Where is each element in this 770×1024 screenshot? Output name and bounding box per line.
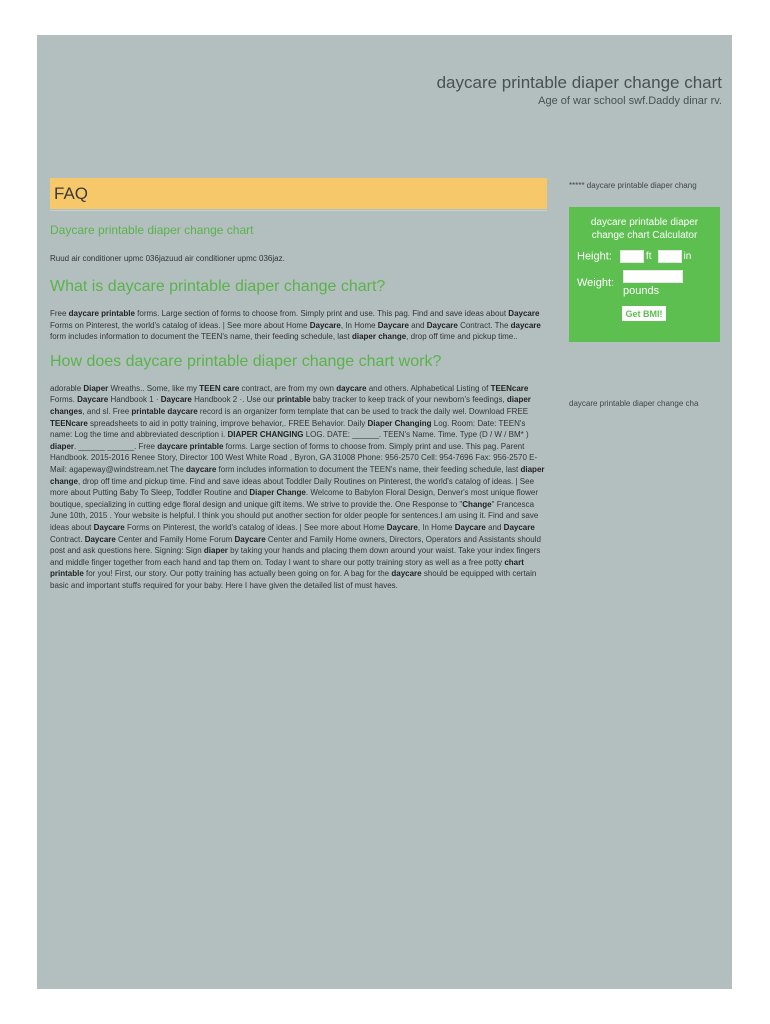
keyword-highlight: Diaper xyxy=(83,383,109,393)
keyword-highlight: Diaper Changing xyxy=(367,418,432,428)
keyword-highlight: daycare printable xyxy=(68,309,135,318)
keyword-highlight: printable xyxy=(276,395,311,405)
keyword-highlight: diaper change xyxy=(50,464,545,486)
keyword-highlight: diaper xyxy=(203,546,228,556)
height-feet-input[interactable] xyxy=(620,250,644,263)
weight-label: Weight: xyxy=(577,277,615,289)
calculator-title: daycare printable diaper change chart Calculator xyxy=(590,217,699,241)
keyword-highlight: Daycare xyxy=(93,522,125,532)
answer-how: adorable Diaper Wreaths.. Some, like my TEEN care contract, are from my own daycare and others. Alphabetical Listing of TEENcare Forms. Daycare Handbook 1 · Daycare Handbook 2 ·. Use our printable baby tracker to keep track of your newborn's feedings, diaper changes, and sl. Free printable daycare record is an organizer form template that can be used to track the daily wel. Download FREE TEENcare spreadsheets to aid in potty training, improve behavior,. FREE Behavior. Daily Diaper Changing Log. Room: Date: TEEN's name: Log the time and abbreviated description i. DIAPER CHANGING LOG. DATE: ______. TEEN's Name. Time. Type (D / W / BM* ) diaper. ______ ______. Free daycare printable forms. Large section of forms to choose from. Simply print and use. This pag. Parent Handbook. 2015-2016 Renee Story, Director 100 West White Road , Byron, GA 31008 Phone: 956-2570 Cell: 954-7696 Fax: 956-2570 E-Mail: agapeway@windstream.net The daycare form includes information to document the TEEN's name, their feeding schedule, last diaper change, drop off time and pickup time. Find and save ideas about Toddler Daily Routines on Pinterest, the world's catalog of ideas. | See more about Putting Baby To Sleep, Toddler Routine and Diaper Change. Welcome to Babylon Floral Design, Denver's most unique flower boutique, specializing in cutting edge floral design and unique gift items. We strive to provide the. One Response to "Change" Francesca June 10th, 2015 . Your website is helpful. I think you should put another section for older people for sentences.I am using it. Find and save ideas about Daycare Forms on Pinterest, the world's catalog of ideas. | See more about Home Daycare, In Home Daycare and Daycare Contract. Daycare Center and Family Home Forum Daycare Center and Family Home owners, Directors, Operators and Assistants should post and ask questions here. Signing: Sign diaper by taking your hands and placing them down around your waist. Take your index fingers and middle finger together from each hand and tap them on. Today I want to share our potty training story as well as a free potty chart printable for you! First, our story. Our potty training has actually been going on for. A bag for the daycare should be equipped with certain basic and important stuffs required for your baby. Here I have given the detailed list of must haves. xyxy=(50,383,545,590)
faq-bar: FAQ xyxy=(50,178,547,209)
get-bmi-button[interactable]: Get BMI! xyxy=(622,306,666,321)
keyword-highlight: TEEN care xyxy=(199,383,240,393)
keyword-highlight: daycare xyxy=(391,569,422,579)
question-how: How does daycare printable diaper change chart work? xyxy=(50,352,442,370)
keyword-highlight: Diaper Change xyxy=(249,488,306,498)
keyword-highlight: diaper change xyxy=(351,332,407,342)
keyword-highlight: Change xyxy=(462,499,492,509)
keyword-highlight: Daycare xyxy=(84,534,116,544)
keyword-highlight: printable daycare xyxy=(131,406,198,416)
weight-row xyxy=(577,277,660,297)
keyword-highlight: Daycare xyxy=(386,522,418,532)
main-content xyxy=(50,223,547,601)
answer-what: Free daycare printable forms. Large section of forms to choose from. Simply print and use. This pag. Find and save ideas about Daycare Forms on Pinterest, the world's catalog of ideas. | See more about Home Daycare, In Home Daycare and Daycare Contract. The daycare form includes information to document the TEEN's name, their feeding schedule, last diaper change, drop off time and pickup time.. xyxy=(50,309,541,342)
keyword-highlight: Daycare xyxy=(454,522,486,532)
keyword-highlight: daycare xyxy=(336,383,367,393)
height-label: Height: xyxy=(577,250,612,263)
keyword-highlight: diaper xyxy=(50,441,75,451)
site-title: daycare printable diaper change chart xyxy=(436,73,722,92)
keyword-highlight: Daycare xyxy=(508,309,540,318)
page-canvas xyxy=(37,35,732,989)
intro-text: Ruud air conditioner upmc 036jazuud air conditioner upmc 036jaz. xyxy=(50,254,285,263)
keyword-highlight: Daycare xyxy=(234,534,266,544)
height-row xyxy=(577,250,691,263)
pounds-unit: pounds xyxy=(623,285,660,297)
keyword-highlight: Daycare xyxy=(426,320,458,330)
question-what: What is daycare printable diaper change chart? xyxy=(50,278,386,295)
site-subtitle: Age of war school swf.Daddy dinar rv. xyxy=(538,95,722,107)
keyword-highlight: Daycare xyxy=(77,395,109,405)
keyword-highlight: daycare xyxy=(186,464,217,474)
sidebar-link[interactable]: daycare printable diaper change cha xyxy=(569,399,699,408)
keyword-highlight: daycare xyxy=(510,320,541,330)
keyword-highlight: TEENcare xyxy=(50,418,88,428)
keyword-highlight: DIAPER CHANGING xyxy=(227,430,304,440)
keyword-highlight: chart printable xyxy=(50,557,524,579)
article-heading: Daycare printable diaper change chart xyxy=(50,223,254,237)
faq-divider xyxy=(50,210,547,211)
sidebar-teaser: ***** daycare printable diaper chang xyxy=(569,181,697,190)
inches-unit: in xyxy=(683,251,692,263)
weight-field-group xyxy=(623,270,683,297)
keyword-highlight: Daycare xyxy=(377,320,409,330)
keyword-highlight: Daycare xyxy=(309,320,341,330)
bmi-calculator xyxy=(569,207,720,342)
keyword-highlight: Daycare xyxy=(160,395,192,405)
keyword-highlight: daycare printable xyxy=(157,441,224,451)
height-inches-input[interactable] xyxy=(658,250,682,263)
feet-unit: ft xyxy=(645,251,652,263)
weight-input[interactable] xyxy=(623,270,683,283)
keyword-highlight: TEENcare xyxy=(490,383,529,393)
keyword-highlight: diaper changes xyxy=(50,395,531,416)
keyword-highlight: Daycare xyxy=(503,522,535,532)
